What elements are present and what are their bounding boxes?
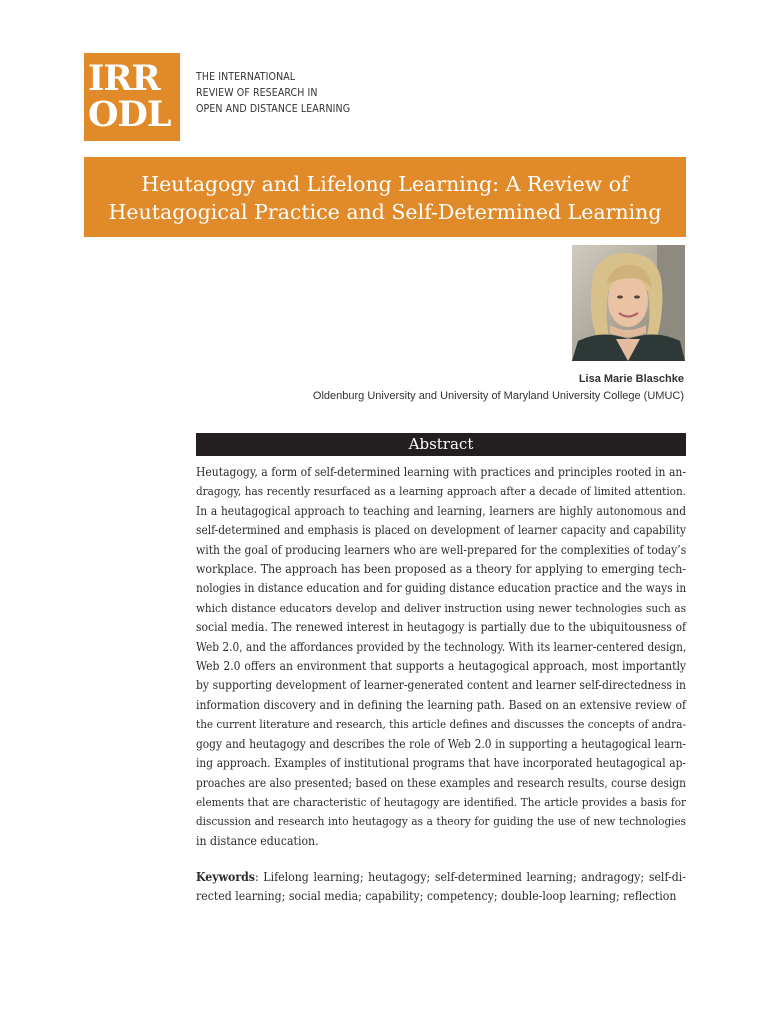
logo-line-1: IRR (88, 58, 160, 99)
abstract-line: with the goal of producing learners who are well-prepared for the complexities of today’s (196, 542, 687, 557)
abstract-line: by supporting development of learner-generated content and learner self-directedness in (196, 678, 686, 693)
abstract-line: Heutagogy, a form of self-determined learning with practices and principles rooted in an- (196, 465, 686, 479)
abstract-line: ing approach. Examples of institutional programs that have incorporated heutagogical ap- (196, 756, 686, 771)
abstract-line: elements that are characteristic of heutagogy are identified. The article provides a basis for (196, 794, 686, 809)
abstract-line: proaches are also presented; based on these examples and research results, course design (196, 775, 686, 790)
author-portrait-image (572, 245, 685, 361)
journal-name-line: OPEN AND DISTANCE LEARNING (196, 103, 351, 115)
keywords-text: : Lifelong learning; heutagogy; self-determined learning; andragogy; self-di- (254, 870, 686, 884)
abstract-line: In a heutagogical approach to teaching and learning, learners are highly autonomous and (196, 503, 686, 518)
journal-name (196, 69, 350, 117)
abstract-line: which distance educators develop and deliver instruction using newer technologies such as (196, 600, 686, 615)
abstract-line: workplace. The approach has been proposed as a theory for applying to emerging tech- (196, 562, 686, 577)
keywords-line-2: rected learning; social media; capability; competency; double-loop learning; reflection (196, 889, 677, 904)
abstract-line: nologies in distance education and for guiding distance education practice and the ways in (196, 581, 687, 596)
keywords (196, 868, 686, 907)
abstract-line: discussion and research into heutagogy as a theory for guiding the use of new technologies (196, 814, 686, 829)
article-title-line: Heutagogy and Lifelong Learning: A Review of (141, 172, 629, 196)
journal-name-line: REVIEW OF RESEARCH IN (196, 87, 318, 99)
logo-line-2: ODL (88, 94, 171, 135)
abstract-line: self-determined and emphasis is placed on development of learner capacity and capability (196, 523, 686, 538)
abstract-heading: Abstract (196, 433, 686, 456)
author-affiliation: Oldenburg University and University of Maryland University College (UMUC) (312, 390, 684, 402)
abstract-line: Web 2.0 offers an environment that supports a heutagogical approach, most importantly (196, 659, 686, 674)
abstract-line: Web 2.0, and the affordances provided by the technology. With its learner-centered design, (196, 639, 687, 654)
abstract-line: information discovery and in defining the learning path. Based on an extensive review of (196, 697, 686, 712)
article-title-line: Heutagogical Practice and Self-Determined Learning (108, 200, 662, 224)
author-name: Lisa Marie Blaschke (578, 373, 684, 385)
abstract-line: the current literature and research, this article defines and discusses the concepts of andra- (196, 717, 686, 732)
abstract-body (196, 463, 686, 851)
abstract-line: in distance education. (196, 833, 319, 848)
journal-logo (84, 53, 180, 141)
journal-name-line: THE INTERNATIONAL (196, 71, 296, 83)
abstract-line: social media. The renewed interest in heutagogy is partially due to the ubiquitousness of (196, 620, 686, 635)
abstract-line: dragogy, has recently resurfaced as a learning approach after a decade of limited attention. (196, 484, 686, 499)
article-title (84, 157, 686, 237)
author-photo (572, 245, 685, 361)
keywords-line-1 (196, 868, 686, 887)
abstract-line: gogy and heutagogy and describes the role of Web 2.0 in supporting a heutagogical learn- (196, 736, 686, 751)
keywords-label: Keywords (196, 870, 255, 884)
